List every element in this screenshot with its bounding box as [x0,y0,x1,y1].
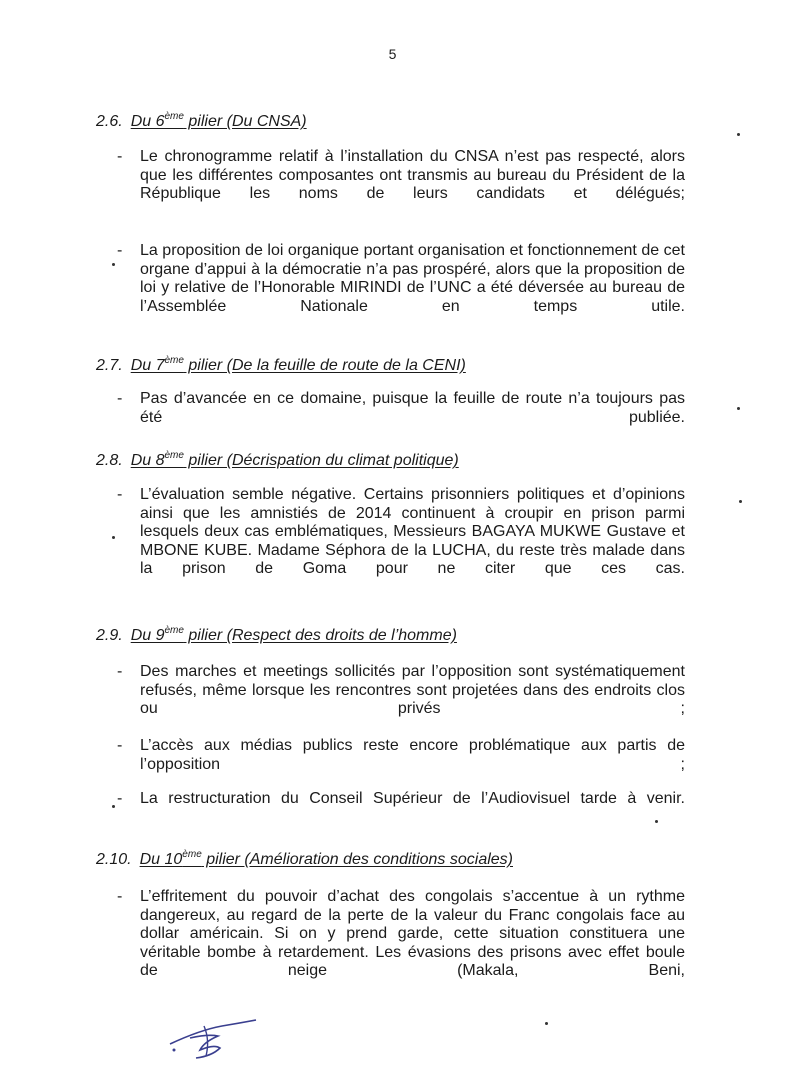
list-item: La proposition de loi organique portant organisation et fonctionnement de cet organe d’appui à la démocratie n’a pas prospéré, alors que la proposition de loi y relative de l’Honorable MIRINDI de l’UNC a été déversée au bureau de l’Assemblée Nationale en temps utile. [140,242,685,315]
list-bullet: - [117,242,123,259]
section-title: Du 8ème pilier (Décrispation du climat politique) [130,450,459,469]
scan-speck [112,263,115,266]
list-item: L’effritement du pouvoir d’achat des congolais s’accentue à un rythme dangereux, au regard de la perte de la valeur du Franc congolais face au dollar américain. Si on y prend garde, cette situation constituera une véritable bombe à retardement. Les évasions des prisons avec effet boule de neige (Makala, Beni, [140,888,685,979]
list-item: Des marches et meetings sollicités par l’opposition sont systématiquement refusés, même lorsque les rencontres sont projetées dans des endroits clos ou privés ; [140,663,685,717]
scan-speck [737,133,740,136]
list-item: Le chronogramme relatif à l’installation du CNSA n’est pas respecté, alors que les différentes composantes ont transmis au bureau du Président de la République les noms de leurs candidats et délégués; [140,148,685,202]
section-number: 2.7. [96,357,123,374]
list-item: La restructuration du Conseil Supérieur de l’Audiovisuel tarde à venir. [140,790,685,807]
section-heading-2-8 [96,451,459,471]
section-number: 2.10. [96,851,132,868]
section-heading-2-9 [96,626,457,646]
list-bullet: - [117,663,123,680]
list-bullet: - [117,390,123,407]
section-title: Du 7ème pilier (De la feuille de route de la CENI) [130,355,466,374]
section-title: Du 9ème pilier (Respect des droits de l’homme) [130,625,457,644]
list-bullet: - [117,888,123,905]
scan-speck [112,536,115,539]
list-bullet: - [117,790,123,807]
section-number: 2.9. [96,627,123,644]
scan-speck [545,1022,548,1025]
section-number: 2.6. [96,113,123,130]
section-heading-2-7 [96,356,466,376]
list-bullet: - [117,148,123,165]
list-item: L’accès aux médias publics reste encore problématique aux partis de l’opposition ; [140,737,685,773]
list-item: L’évaluation semble négative. Certains prisonniers politiques et d’opinions ainsi que les amnistiés de 2014 continuent à croupir en prison parmi lesquels deux cas emblématiques, Messieurs BAGAYA MUKWE Gustave et MBONE KUBE. Madame Séphora de la LUCHA, du reste très malade dans la prison de Goma pour ne citer que ces cas. [140,486,685,577]
list-bullet: - [117,486,123,503]
section-heading-2-10 [96,850,513,870]
scan-speck [739,500,742,503]
page-number: 5 [388,46,397,62]
list-item: Pas d’avancée en ce domaine, puisque la feuille de route n’a toujours pas été publiée. [140,390,685,426]
section-title: Du 10ème pilier (Amélioration des conditions sociales) [139,849,513,868]
scan-speck [737,407,740,410]
scan-speck [655,820,658,823]
handwritten-initials [160,1012,270,1062]
scan-speck [112,805,115,808]
section-heading-2-6 [96,112,307,132]
section-number: 2.8. [96,452,123,469]
section-title: Du 6ème pilier (Du CNSA) [130,111,307,130]
list-bullet: - [117,737,123,754]
